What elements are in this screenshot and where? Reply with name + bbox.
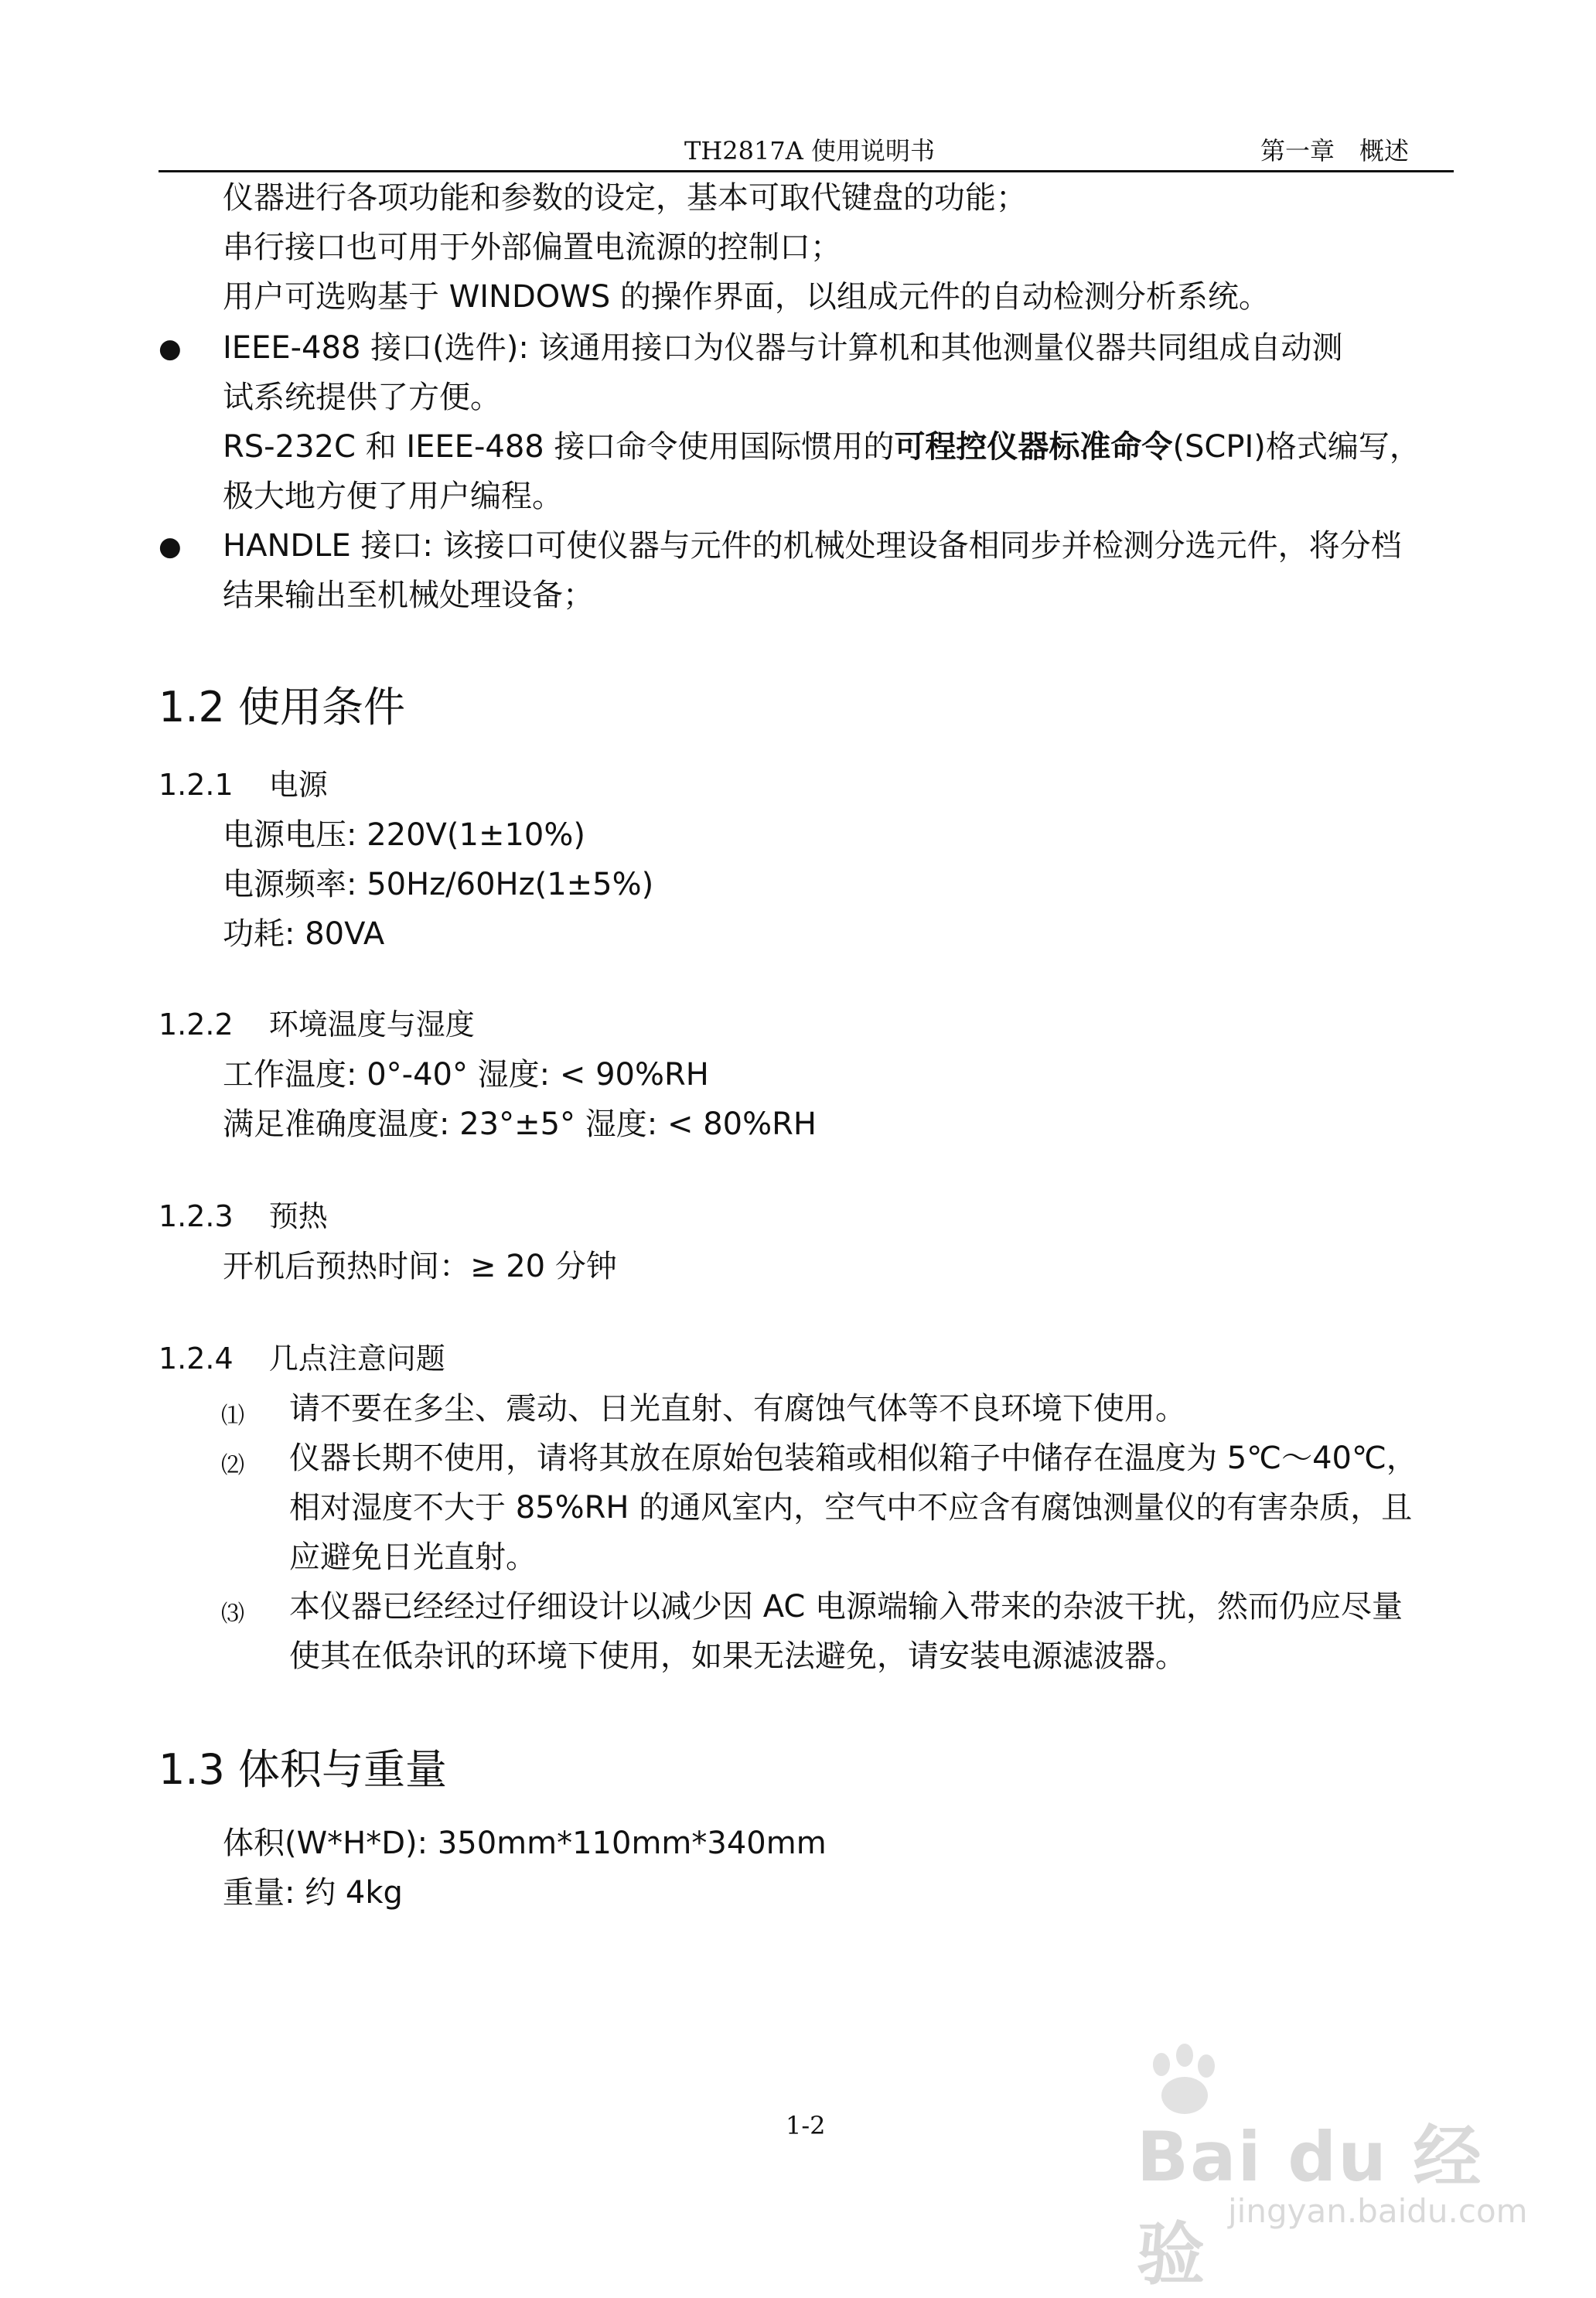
note-marker: ⑴ [221, 1403, 244, 1430]
subsection-number: 1.2.2 [159, 1008, 234, 1042]
bullet-ieee-line1: IEEE-488 接口(选件): 该通用接口为仪器与计算机和其他测量仪器共同组成自动测 [223, 330, 1343, 366]
spec-line: 功耗: 80VA [223, 916, 385, 952]
spec-line: 开机后预热时间：≥ 20 分钟 [223, 1249, 617, 1284]
note-line: 仪器长期不使用，请将其放在原始包装箱或相似箱子中储存在温度为 5℃～40℃， [289, 1441, 1417, 1476]
header-rule [159, 170, 1454, 172]
baidu-watermark [1137, 2041, 1528, 2294]
bullet-ieee-line3-bold: 可程控仪器标准命令 [894, 429, 1173, 465]
note-line: 使其在低杂讯的环境下使用，如果无法避免，请安装电源滤波器。 [289, 1638, 1186, 1674]
subsection-heading [159, 1008, 475, 1042]
spec-line: 电源电压: 220V(1±10%) [223, 817, 585, 853]
note-line: 请不要在多尘、震动、日光直射、有腐蚀气体等不良环境下使用。 [289, 1391, 1186, 1427]
subsection-title: 电源 [268, 768, 328, 802]
header-title: TH2817A 使用说明书 [684, 136, 935, 165]
section-heading: 1.3 体积与重量 [159, 1745, 448, 1794]
note-marker: ⑶ [221, 1601, 244, 1628]
subsection-title: 环境温度与湿度 [268, 1008, 475, 1042]
bullet-ieee-line2: 试系统提供了方便。 [223, 380, 501, 415]
spec-line: 重量: 约 4kg [223, 1875, 403, 1911]
subsection-heading [159, 770, 328, 800]
subsection-heading [159, 1199, 328, 1233]
note-line: 应避免日光直射。 [289, 1539, 537, 1575]
bullet-icon: ● [159, 333, 182, 364]
page-number: 1-2 [786, 2111, 826, 2140]
watermark-url: jingyan.baidu.com [1228, 2192, 1528, 2230]
subsection-title: 预热 [268, 1199, 328, 1233]
note-marker: ⑵ [221, 1452, 244, 1479]
subsection-number: 1.2.3 [159, 1199, 234, 1233]
paragraph-line: 仪器进行各项功能和参数的设定，基本可取代键盘的功能； [223, 180, 1027, 216]
spec-line: 电源频率: 50Hz/60Hz(1±5%) [223, 867, 654, 902]
spec-line: 工作温度: 0°-40° 湿度: < 90%RH [223, 1057, 709, 1093]
subsection-number: 1.2.4 [159, 1342, 234, 1376]
section-heading: 1.2 使用条件 [159, 683, 406, 731]
bullet-icon: ● [159, 531, 182, 562]
bullet-ieee-line3 [223, 429, 1420, 465]
subsection-heading [159, 1342, 445, 1376]
bullet-handle-line1: HANDLE 接口: 该接口可使仪器与元件的机械处理设备相同步并检测分选元件，将分档 [223, 528, 1402, 564]
header-chapter: 第一章 概述 [1260, 136, 1410, 165]
bullet-ieee-line4: 极大地方便了用户编程。 [223, 479, 563, 514]
bullet-ieee-line3-post: (SCPI)格式编写， [1172, 429, 1420, 465]
spec-line: 体积(W*H*D): 350mm*110mm*340mm [223, 1826, 827, 1861]
paragraph-line: 用户可选购基于 WINDOWS 的操作界面，以组成元件的自动检测分析系统。 [223, 279, 1270, 315]
subsection-number: 1.2.1 [159, 768, 234, 802]
subsection-title: 几点注意问题 [268, 1342, 445, 1376]
paragraph-line: 串行接口也可用于外部偏置电流源的控制口； [223, 230, 841, 265]
spec-line: 满足准确度温度: 23°±5° 湿度: < 80%RH [223, 1106, 817, 1142]
bullet-handle-line2: 结果输出至机械处理设备； [223, 578, 594, 613]
bullet-ieee-line3-pre: RS-232C 和 IEEE-488 接口命令使用国际惯用的 [223, 429, 895, 465]
watermark-logo: Bai du 经验 [1137, 2117, 1483, 2294]
note-line: 本仪器已经经过仔细设计以减少因 AC 电源端输入带来的杂波干扰，然而仍应尽量 [289, 1589, 1403, 1625]
note-line: 相对湿度不大于 85%RH 的通风室内，空气中不应含有腐蚀测量仪的有害杂质，且 [289, 1490, 1413, 1526]
